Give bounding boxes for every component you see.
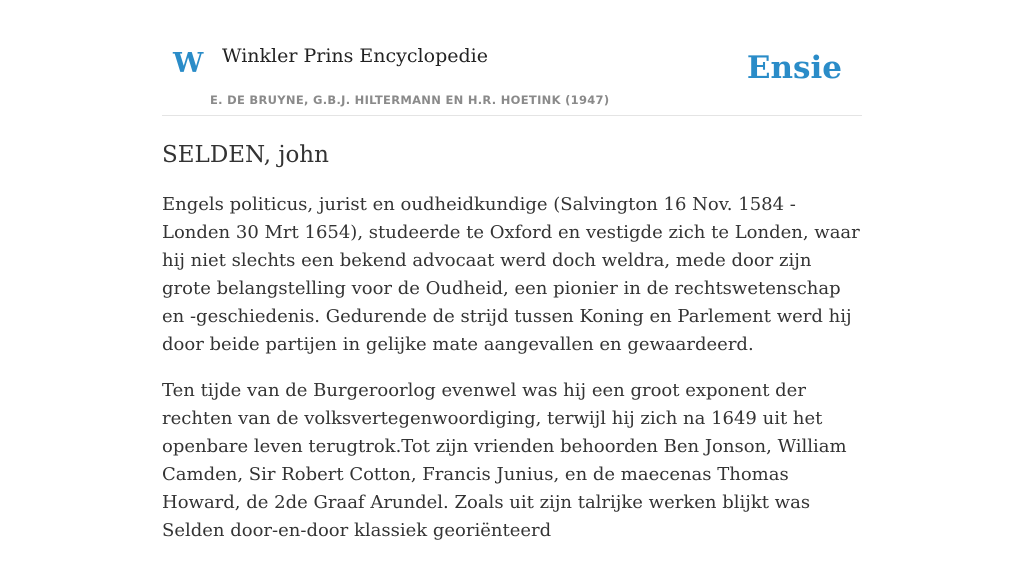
encyclopedia-title[interactable]: Winkler Prins Encyclopedie (222, 45, 488, 67)
winkler-prins-logo[interactable]: W (173, 48, 204, 79)
site-header (162, 0, 862, 116)
article (162, 140, 862, 563)
article-title: SELDEN, john (162, 142, 329, 168)
article-paragraph: Ten tijde van de Burgeroorlog evenwel was hij een groot exponent der rechten van de volksvertegenwoordiging, terwijl hij zich na 1649 uit het openbare leven terugtrok.Tot zijn vrienden behoorden Ben Jonson, William Camden, Sir Robert Cotton, Francis Junius, en de maecenas Thomas Howard, de 2de Graaf Arundel. Zoals uit zijn talrijke werken blijkt was Selden door-en-door klassiek georiënteerd (162, 380, 847, 541)
authors-line: E. DE BRUYNE, G.B.J. HILTERMANN EN H.R. HOETINK (1947) (210, 93, 610, 107)
article-body (162, 191, 862, 545)
ensie-logo[interactable]: Ensie (746, 50, 842, 86)
article-paragraph: Engels politicus, jurist en oudheidkundige (Salvington 16 Nov. 1584 - Londen 30 Mrt 1654), studeerde te Oxford en vestigde zich te Londen, waar hij niet slechts een bekend advocaat werd doch weldra, mede door zijn grote belangstelling voor de Oudheid, een pionier in de rechtswetenschap en -geschiedenis. Gedurende de strijd tussen Koning en Parlement werd hij door beide partijen in gelijke mate aangevallen en gewaardeerd. (162, 194, 860, 355)
